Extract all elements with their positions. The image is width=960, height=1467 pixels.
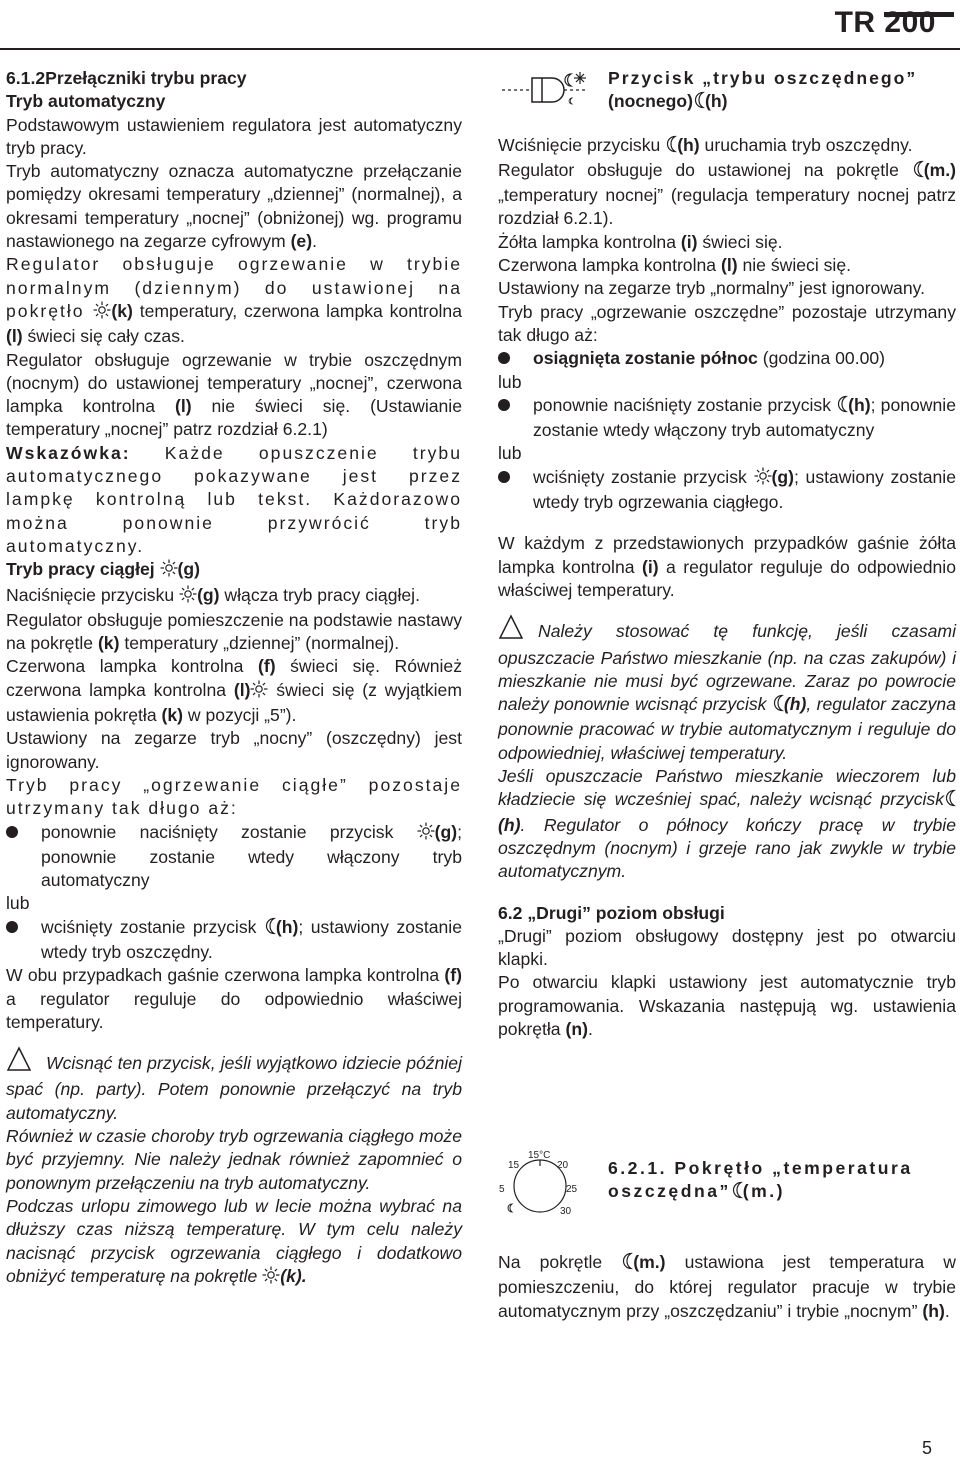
moon-icon [621,1252,633,1276]
paragraph: Tryb pracy „ogrzewanie oszczędne” pozostaje utrzymany tak długo aż: [498,301,956,345]
paragraph: „Drugi” poziom obsługowy dostępny jest po otwarciu klapki. [498,925,956,970]
paragraph: Regulator obsługuje do ustawionej na pokrętle (m.) „temperatury nocnej” (regulacja temperatury nocnej patrz rozdział 6.2.1). [498,159,956,229]
subsection-heading: Tryb automatyczny [6,91,166,112]
paragraph: W każdym z przedstawionych przypadków gaśnie żółta lampka kontrolna (i) a regulator reguluje do odpowiednio właściwej temperatury. [498,533,956,600]
sun-icon [179,585,197,609]
list-item: osiągnięta zostanie północ (godzina 00.00) [498,347,956,370]
section-heading: Przycisk „trybu oszczędnego” [608,68,918,88]
bullet-icon [6,921,18,933]
note-paragraph: Podczas urlopu zimowego lub w lecie można wybrać na dłuższy czas niższą temperaturę. W tym celu należy nacisnąć przycisk ogrzewania ciągłego i dodatkowo obniżyć temperaturę na pokrętle (k). [6,1195,462,1290]
section-heading: 6.2 „Drugi” poziom obsługi [498,902,725,923]
paragraph: Czerwona lampka kontrolna (l) nie świeci się. [498,255,852,276]
bullet-icon [6,826,18,838]
moon-icon [731,1181,743,1205]
dial-section-heading: 6.2.1. Pokrętło „temperatura oszczędna” (m.) [608,1157,958,1206]
paragraph: Czerwona lampka kontrolna (f) świeci się. Również czerwona lampka kontrolna (l) świeci się (z wyjątkiem ustawienia pokrętła (k) w pozycji „5”). [6,656,462,726]
list-item: ponownie naciśnięty zostanie przycisk (h); ponownie zostanie wtedy włączony tryb automatyczny [498,394,956,443]
sun-icon [250,680,268,704]
list-item: wciśnięty zostanie przycisk (g); ustawiony zostanie wtedy tryb ogrzewania ciągłego. [498,466,956,515]
hint-paragraph: Wskazówka: Każde opuszczenie trybu automatycznego pokazywane jest przez lampkę kontrolną lub tekst. Każdorazowo można ponownie przywrócić tryb automatyczny. [6,442,462,556]
page-header [0,0,960,48]
bullet-icon [498,352,510,364]
right-column [498,67,956,1041]
paragraph: Naciśnięcie przycisku (g) włącza tryb pracy ciągłej. [6,584,462,609]
list-separator: lub [498,371,522,392]
dial-label: 20 [557,1160,569,1171]
dial-label: 15 [508,1160,520,1171]
moon-icon [836,395,848,419]
left-column [6,67,462,1290]
page-number: 5 [921,1438,932,1458]
warning-triangle-icon [498,614,524,646]
header-rule [0,48,960,50]
paragraph: Regulator obsługuje ogrzewanie w trybie normalnym (dziennym) do ustawionej na pokrętło (k) temperatury, czerwona lampka kontrolna (l) świeci się cały czas. [6,254,462,347]
warning-triangle-icon [6,1046,32,1078]
paragraph: Tryb automatyczny oznacza automatyczne przełączanie pomiędzy okresami temperatury „dziennej” (normalnej), a okresami temperatury „nocnej” (obniżonej) wg. programu nastawionego na zegarze cyfrowym (e). [6,161,462,252]
paragraph: Ustawiony na zegarze tryb „nocny” (oszczędny) jest ignorowany. [6,728,462,772]
dial-section-body [498,1251,956,1323]
paragraph: Wciśnięcie przycisku (h) uruchamia tryb oszczędny. [498,134,956,159]
sun-icon [754,467,772,491]
note-paragraph: Jeśli opuszczacie Państwo mieszkanie wieczorem lub kładziecie się wcześniej spać, należy wcisnąć przycisk(h). Regulator o północy kończy pracę w trybie oszczędnym (nocnym) i grzeje rano jak zwykle w trybie automatycznym. [498,766,956,882]
sun-icon [93,301,111,325]
list-item: ponownie naciśnięty zostanie przycisk (g); ponownie zostanie wtedy włączony tryb automatyczny [6,821,462,893]
paragraph: Żółta lampka kontrolna (i) świeci się. [498,231,783,252]
paragraph: W obu przypadkach gaśnie czerwona lampka kontrolna (f) a regulator reguluje do odpowiednio właściwej temperatury. [6,965,462,1032]
paragraph: Podstawowym ustawieniem regulatora jest automatyczny tryb pracy. [6,114,462,158]
moon-icon [665,135,677,159]
dial-label: 5 [499,1184,505,1195]
sun-icon [262,1266,280,1290]
paragraph: Regulator obsługuje pomieszczenie na podstawie nastawy na pokrętle (k) temperatury „dziennej” (normalnej). [6,609,462,654]
moon-icon [264,917,276,941]
moon-icon [693,91,705,115]
paragraph: Na pokrętle (m.) ustawiona jest temperatura w pomieszczeniu, do której regulator pracuje w trybie automatycznym przy „oszczędzaniu” i trybie „nocnym” (h). [498,1252,956,1321]
paragraph: Regulator obsługuje ogrzewanie w trybie oszczędnym (nocnym) do ustawionej temperatury „nocnej”, czerwona lampka kontrolna (l) nie świeci się. (Ustawianie temperatury „nocnej” patrz rozdział 6.2.1) [6,349,462,440]
subsection-heading: Tryb pracy ciągłej (g) [6,558,462,583]
moon-icon [944,789,956,813]
note-paragraph: Również w czasie choroby tryb ogrzewania ciągłego może być przyjemny. Nie należy jednak również zapomnieć o ponownym przełączeniu na tryb automatyczny. [6,1126,462,1193]
moon-icon [912,160,924,184]
document-title: TR 200 [834,6,936,39]
section-heading: (nocnego) (h) [608,90,956,115]
moon-icon [772,694,784,718]
sun-icon [160,559,178,583]
note-paragraph: Należy stosować tę funkcję, jeśli czasami opuszczacie Państwo mieszkanie (np. na czas zakupów) i mieszkanie nie musi być ogrzewane. Zaraz po powrocie należy ponownie wcisnąć przycisk (h), regulator zaczyna ponownie pracować w trybie automatycznym i reguluje do odpowiedniej, właściwej temperatury. [498,614,956,765]
dial-label-top: 15°C [528,1150,551,1161]
section-heading: 6.1.2Przełączniki trybu pracy [6,68,247,88]
dial-label: 25 [566,1184,578,1195]
list-separator: lub [498,443,522,464]
bullet-icon [498,399,510,411]
dial-label: 30 [560,1206,572,1217]
bullet-icon [498,471,510,483]
paragraph: Ustawiony na zegarze tryb „normalny” jest ignorowany. [498,278,925,299]
temperature-dial-illustration [498,1146,598,1227]
sun-icon [417,822,435,846]
list-separator: lub [6,893,30,914]
paragraph: Tryb pracy „ogrzewanie ciągłe” pozostaje utrzymany tak długo aż: [6,774,462,819]
paragraph: Po otwarciu klapki ustawiony jest automatycznie tryb programowania. Wskazania następują wg. ustawienia pokrętła (n). [498,972,956,1039]
note-paragraph: Wcisnąć ten przycisk, jeśli wyjątkowo idziecie później spać (np. party). Potem ponownie przełączyć na tryb automatyczny. [6,1046,462,1125]
list-item: wciśnięty zostanie przycisk (h); ustawiony zostanie wtedy tryb oszczędny. [6,916,462,965]
